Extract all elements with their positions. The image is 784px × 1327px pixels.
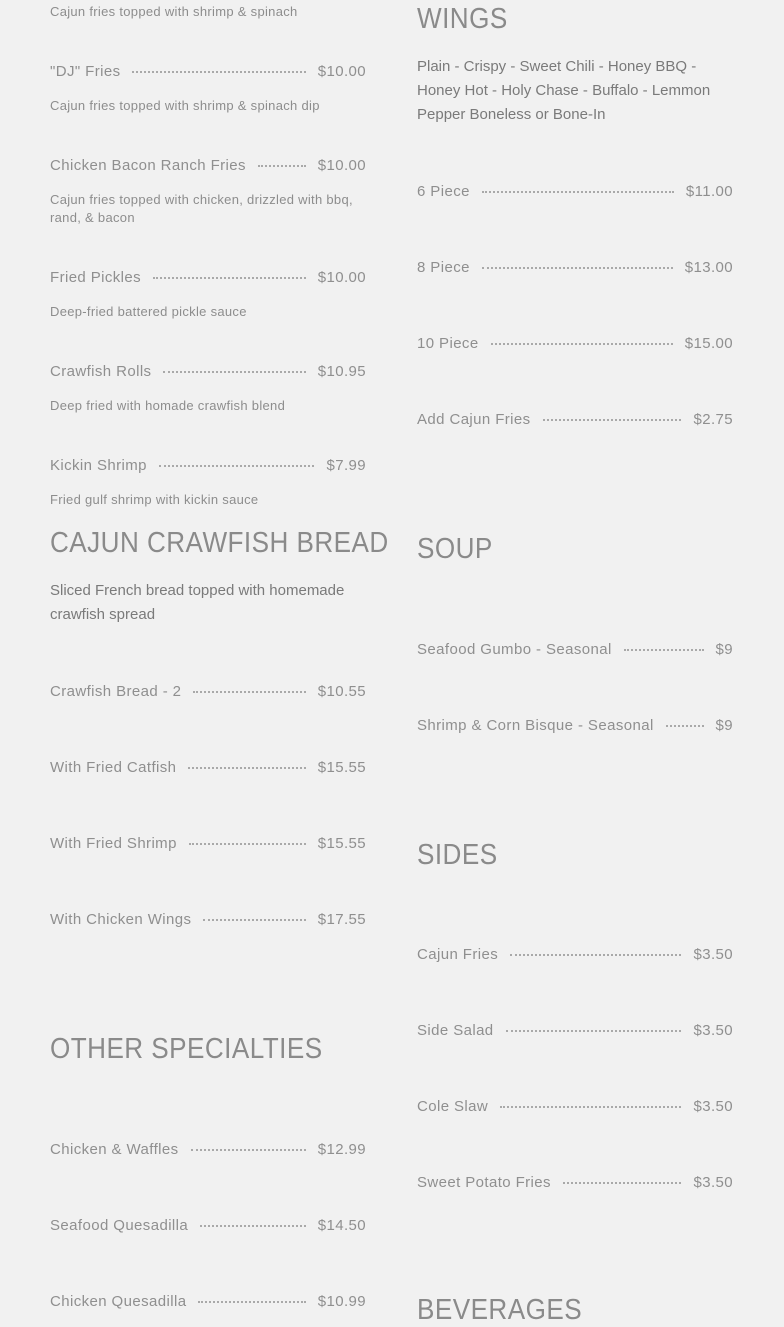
- menu-item-with-fried-catfish: [50, 757, 366, 777]
- item-price: $9: [715, 716, 733, 734]
- menu-item-with-chicken-wings: [50, 909, 366, 929]
- section-title-other-specialties: OTHER SPECIALTIES: [50, 1033, 323, 1065]
- menu-item-sweet-potato-fries: [417, 1172, 733, 1192]
- item-name: Chicken & Waffles: [50, 1140, 179, 1158]
- item-name: Chicken Bacon Ranch Fries: [50, 156, 246, 174]
- item-name: Fried Pickles: [50, 268, 142, 286]
- item-price: $7.99: [326, 456, 366, 474]
- dot-leader: [191, 1149, 306, 1151]
- dot-leader: [258, 165, 306, 167]
- menu-item-8-piece: [417, 257, 733, 277]
- section-title-soup: SOUP: [417, 533, 493, 565]
- item-name: Cajun Fries: [417, 945, 499, 963]
- dot-leader: [482, 267, 673, 269]
- menu-item-crawfish-bread-2: [50, 681, 366, 701]
- item-name: Cole Slaw: [417, 1097, 489, 1115]
- item-price: $10.00: [317, 62, 366, 80]
- item-price: $10.99: [317, 1292, 366, 1310]
- item-price: $12.99: [317, 1140, 366, 1158]
- item-price: $15.00: [684, 334, 733, 352]
- dot-leader: [200, 1225, 306, 1227]
- item-description: Deep-fried battered pickle sauce: [50, 304, 247, 319]
- menu-item-chicken-quesadilla: [50, 1291, 366, 1311]
- menu-item-chicken-and-waffles: [50, 1139, 366, 1159]
- item-name: Kickin Shrimp: [50, 456, 147, 474]
- menu-item-add-cajun-fries: [417, 409, 733, 429]
- menu-item-seafood-quesadilla: [50, 1215, 366, 1235]
- item-name: 6 Piece: [417, 182, 470, 200]
- item-price: $10.00: [317, 156, 366, 174]
- item-price: $11.00: [685, 182, 733, 200]
- dot-leader: [543, 419, 682, 421]
- item-price: $10.00: [317, 268, 366, 286]
- item-description: Cajun fries topped with shrimp & spinach: [50, 4, 298, 19]
- item-name: Shrimp & Corn Bisque - Seasonal: [417, 716, 654, 734]
- item-name: 8 Piece: [417, 258, 470, 276]
- dot-leader: [198, 1301, 305, 1303]
- dot-leader: [506, 1030, 682, 1032]
- item-price: $17.55: [317, 910, 366, 928]
- item-name: Seafood Quesadilla: [50, 1216, 189, 1234]
- menu-item-shrimp-corn-bisque: [417, 715, 733, 735]
- dot-leader: [666, 725, 704, 727]
- item-price: $3.50: [693, 1173, 733, 1191]
- menu-item-cajun-fries: [417, 944, 733, 964]
- dot-leader: [159, 465, 315, 467]
- item-price: $3.50: [693, 1097, 733, 1115]
- item-price: $9: [715, 640, 733, 658]
- item-name: Crawfish Bread - 2: [50, 682, 182, 700]
- menu-item-6-piece: [417, 181, 733, 201]
- section-title-sides: SIDES: [417, 839, 498, 871]
- item-description: Cajun fries topped with chicken, drizzled with bbq, rand, & bacon: [50, 192, 353, 225]
- dot-leader: [482, 191, 674, 193]
- item-name: With Fried Catfish: [50, 758, 177, 776]
- item-name: Sweet Potato Fries: [417, 1173, 551, 1191]
- dot-leader: [624, 649, 704, 651]
- section-title-wings: WINGS: [417, 3, 508, 35]
- item-description: Fried gulf shrimp with kickin sauce: [50, 492, 259, 507]
- item-name: Chicken Quesadilla: [50, 1292, 187, 1310]
- menu-item-with-fried-shrimp: [50, 833, 366, 853]
- item-price: $2.75: [693, 410, 733, 428]
- item-name: "DJ" Fries: [50, 62, 121, 80]
- item-name: 10 Piece: [417, 334, 479, 352]
- item-name: Seafood Gumbo - Seasonal: [417, 640, 612, 658]
- dot-leader: [510, 954, 681, 956]
- menu-item-seafood-gumbo: [417, 639, 733, 659]
- item-name: With Chicken Wings: [50, 910, 192, 928]
- section-title-cajun-crawfish-bread: CAJUN CRAWFISH BREAD: [50, 527, 389, 559]
- dot-leader: [193, 691, 305, 693]
- item-price: $3.50: [693, 1021, 733, 1039]
- item-price: $10.95: [317, 362, 366, 380]
- item-description: Deep fried with homade crawfish blend: [50, 398, 286, 413]
- item-price: $14.50: [317, 1216, 366, 1234]
- item-name: Crawfish Rolls: [50, 362, 152, 380]
- item-price: $15.55: [317, 834, 366, 852]
- item-name: Add Cajun Fries: [417, 410, 531, 428]
- dot-leader: [153, 277, 306, 279]
- section-title-beverages: BEVERAGES: [417, 1294, 583, 1326]
- item-name: With Fried Shrimp: [50, 834, 177, 852]
- dot-leader: [203, 919, 305, 921]
- item-price: $10.55: [317, 682, 366, 700]
- item-price: $3.50: [693, 945, 733, 963]
- item-price: $13.00: [684, 258, 733, 276]
- item-price: $15.55: [317, 758, 366, 776]
- dot-leader: [500, 1106, 681, 1108]
- section-description: Sliced French bread topped with homemade crawfish spread: [50, 582, 345, 623]
- menu-item-crawfish-rolls: [50, 361, 366, 381]
- item-name: Side Salad: [417, 1021, 494, 1039]
- item-description: Cajun fries topped with shrimp & spinach dip: [50, 98, 320, 113]
- dot-leader: [563, 1182, 682, 1184]
- section-description: Plain - Crispy - Sweet Chili - Honey BBQ - Honey Hot - Holy Chase - Buffalo - Lemmon Pepper Boneless or Bone-In: [417, 58, 711, 123]
- menu-item-side-salad: [417, 1020, 733, 1040]
- dot-leader: [189, 843, 306, 845]
- dot-leader: [491, 343, 673, 345]
- menu-item-10-piece: [417, 333, 733, 353]
- menu-item-kickin-shrimp: [50, 455, 366, 475]
- menu-item-dj-fries: [50, 61, 366, 81]
- dot-leader: [188, 767, 305, 769]
- dot-leader: [163, 371, 305, 373]
- menu-item-fried-pickles: [50, 267, 366, 287]
- menu-item-chicken-bacon-ranch-fries: [50, 155, 366, 175]
- menu-item-cole-slaw: [417, 1096, 733, 1116]
- dot-leader: [132, 71, 305, 73]
